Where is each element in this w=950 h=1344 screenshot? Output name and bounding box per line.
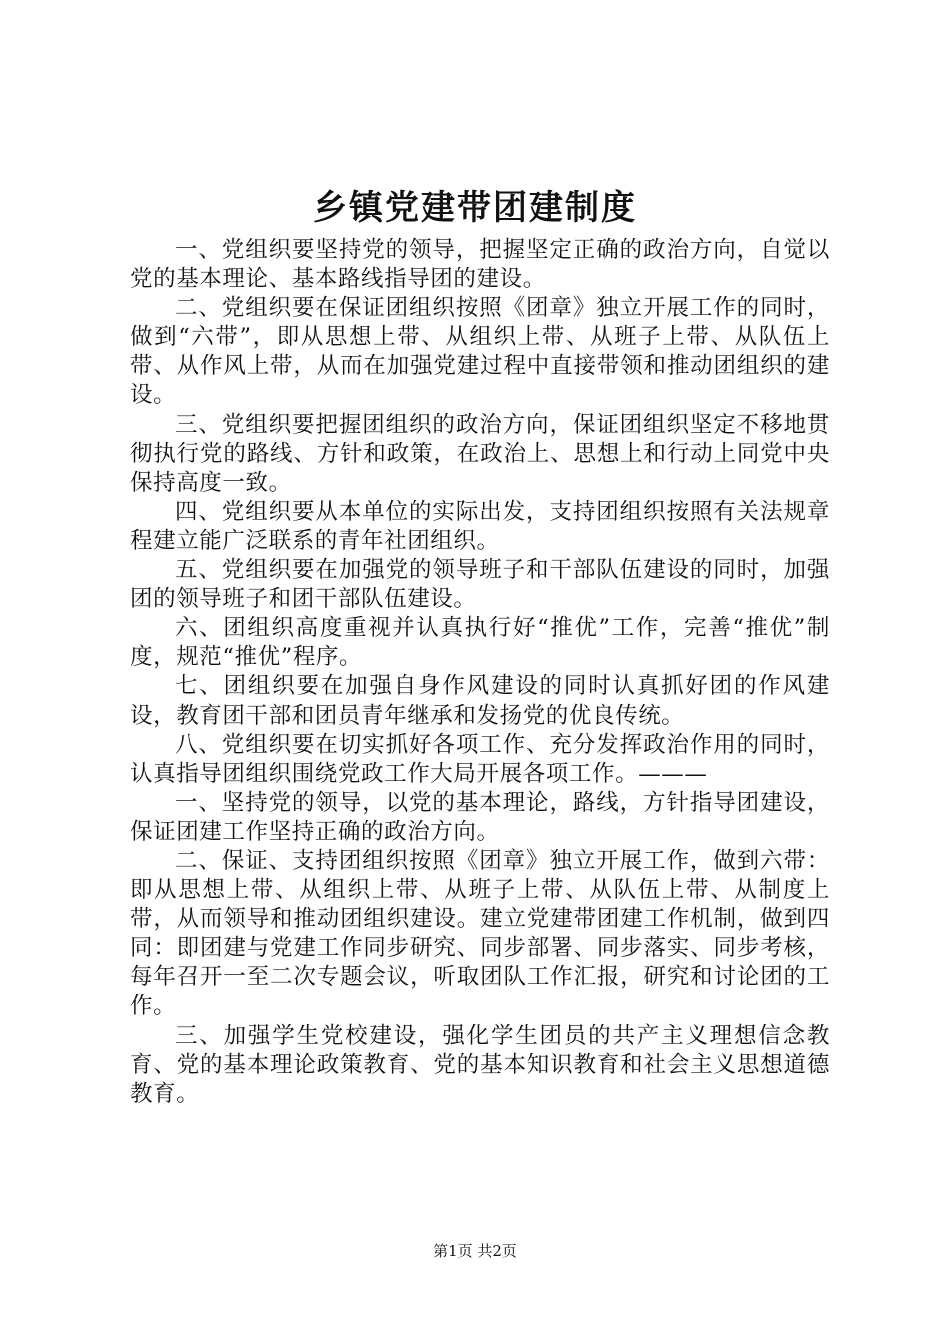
paragraph: 一、党组织要坚持党的领导，把握坚定正确的政治方向，自觉以党的基本理论、基本路线指导团的建设。 — [130, 237, 830, 293]
paragraph: 八、党组织要在切实抓好各项工作、充分发挥政治作用的同时，认真指导团组织围绕党政工作大局开展各项工作。——— — [130, 731, 830, 787]
document-body — [130, 236, 830, 1109]
paragraph: 三、党组织要把握团组织的政治方向，保证团组织坚定不移地贯彻执行党的路线、方针和政策，在政治上、思想上和行动上同党中央保持高度一致。 — [130, 411, 830, 496]
paragraph: 二、党组织要在保证团组织按照《团章》独立开展工作的同时，做到“六带”，即从思想上带、从组织上带、从班子上带、从队伍上带、从作风上带，从而在加强党建过程中直接带领和推动团组织的建设。 — [130, 295, 830, 409]
document-title: 乡镇党建带团建制度 — [313, 188, 637, 228]
page-number-footer: 第1页 共2页 — [433, 1242, 517, 1260]
paragraph: 六、团组织高度重视并认真执行好“推优”工作，完善“推优”制度，规范“推优”程序。 — [130, 615, 830, 671]
paragraph: 四、党组织要从本单位的实际出发，支持团组织按照有关法规章程建立能广泛联系的青年社团组织。 — [130, 498, 830, 554]
paragraph: 一、坚持党的领导，以党的基本理论，路线，方针指导团建设，保证团建工作坚持正确的政治方向。 — [130, 789, 830, 845]
paragraph: 七、团组织要在加强自身作风建设的同时认真抓好团的作风建设，教育团干部和团员青年继承和发扬党的优良传统。 — [130, 673, 830, 729]
paragraph: 三、加强学生党校建设，强化学生团员的共产主义理想信念教育、党的基本理论政策教育、党的基本知识教育和社会主义思想道德教育。 — [130, 1022, 830, 1107]
paragraph: 二、保证、支持团组织按照《团章》独立开展工作，做到六带：即从思想上带、从组织上带、从班子上带、从队伍上带、从制度上带，从而领导和推动团组织建设。建立党建带团建工作机制，做到四同：即团建与党建工作同步研究、同步部署、同步落实、同步考核，每年召开一至二次专题会议，听取团队工作汇报，研究和讨论团的工作。 — [130, 847, 830, 1020]
paragraph: 五、党组织要在加强党的领导班子和干部队伍建设的同时，加强团的领导班子和团干部队伍建设。 — [130, 557, 830, 613]
